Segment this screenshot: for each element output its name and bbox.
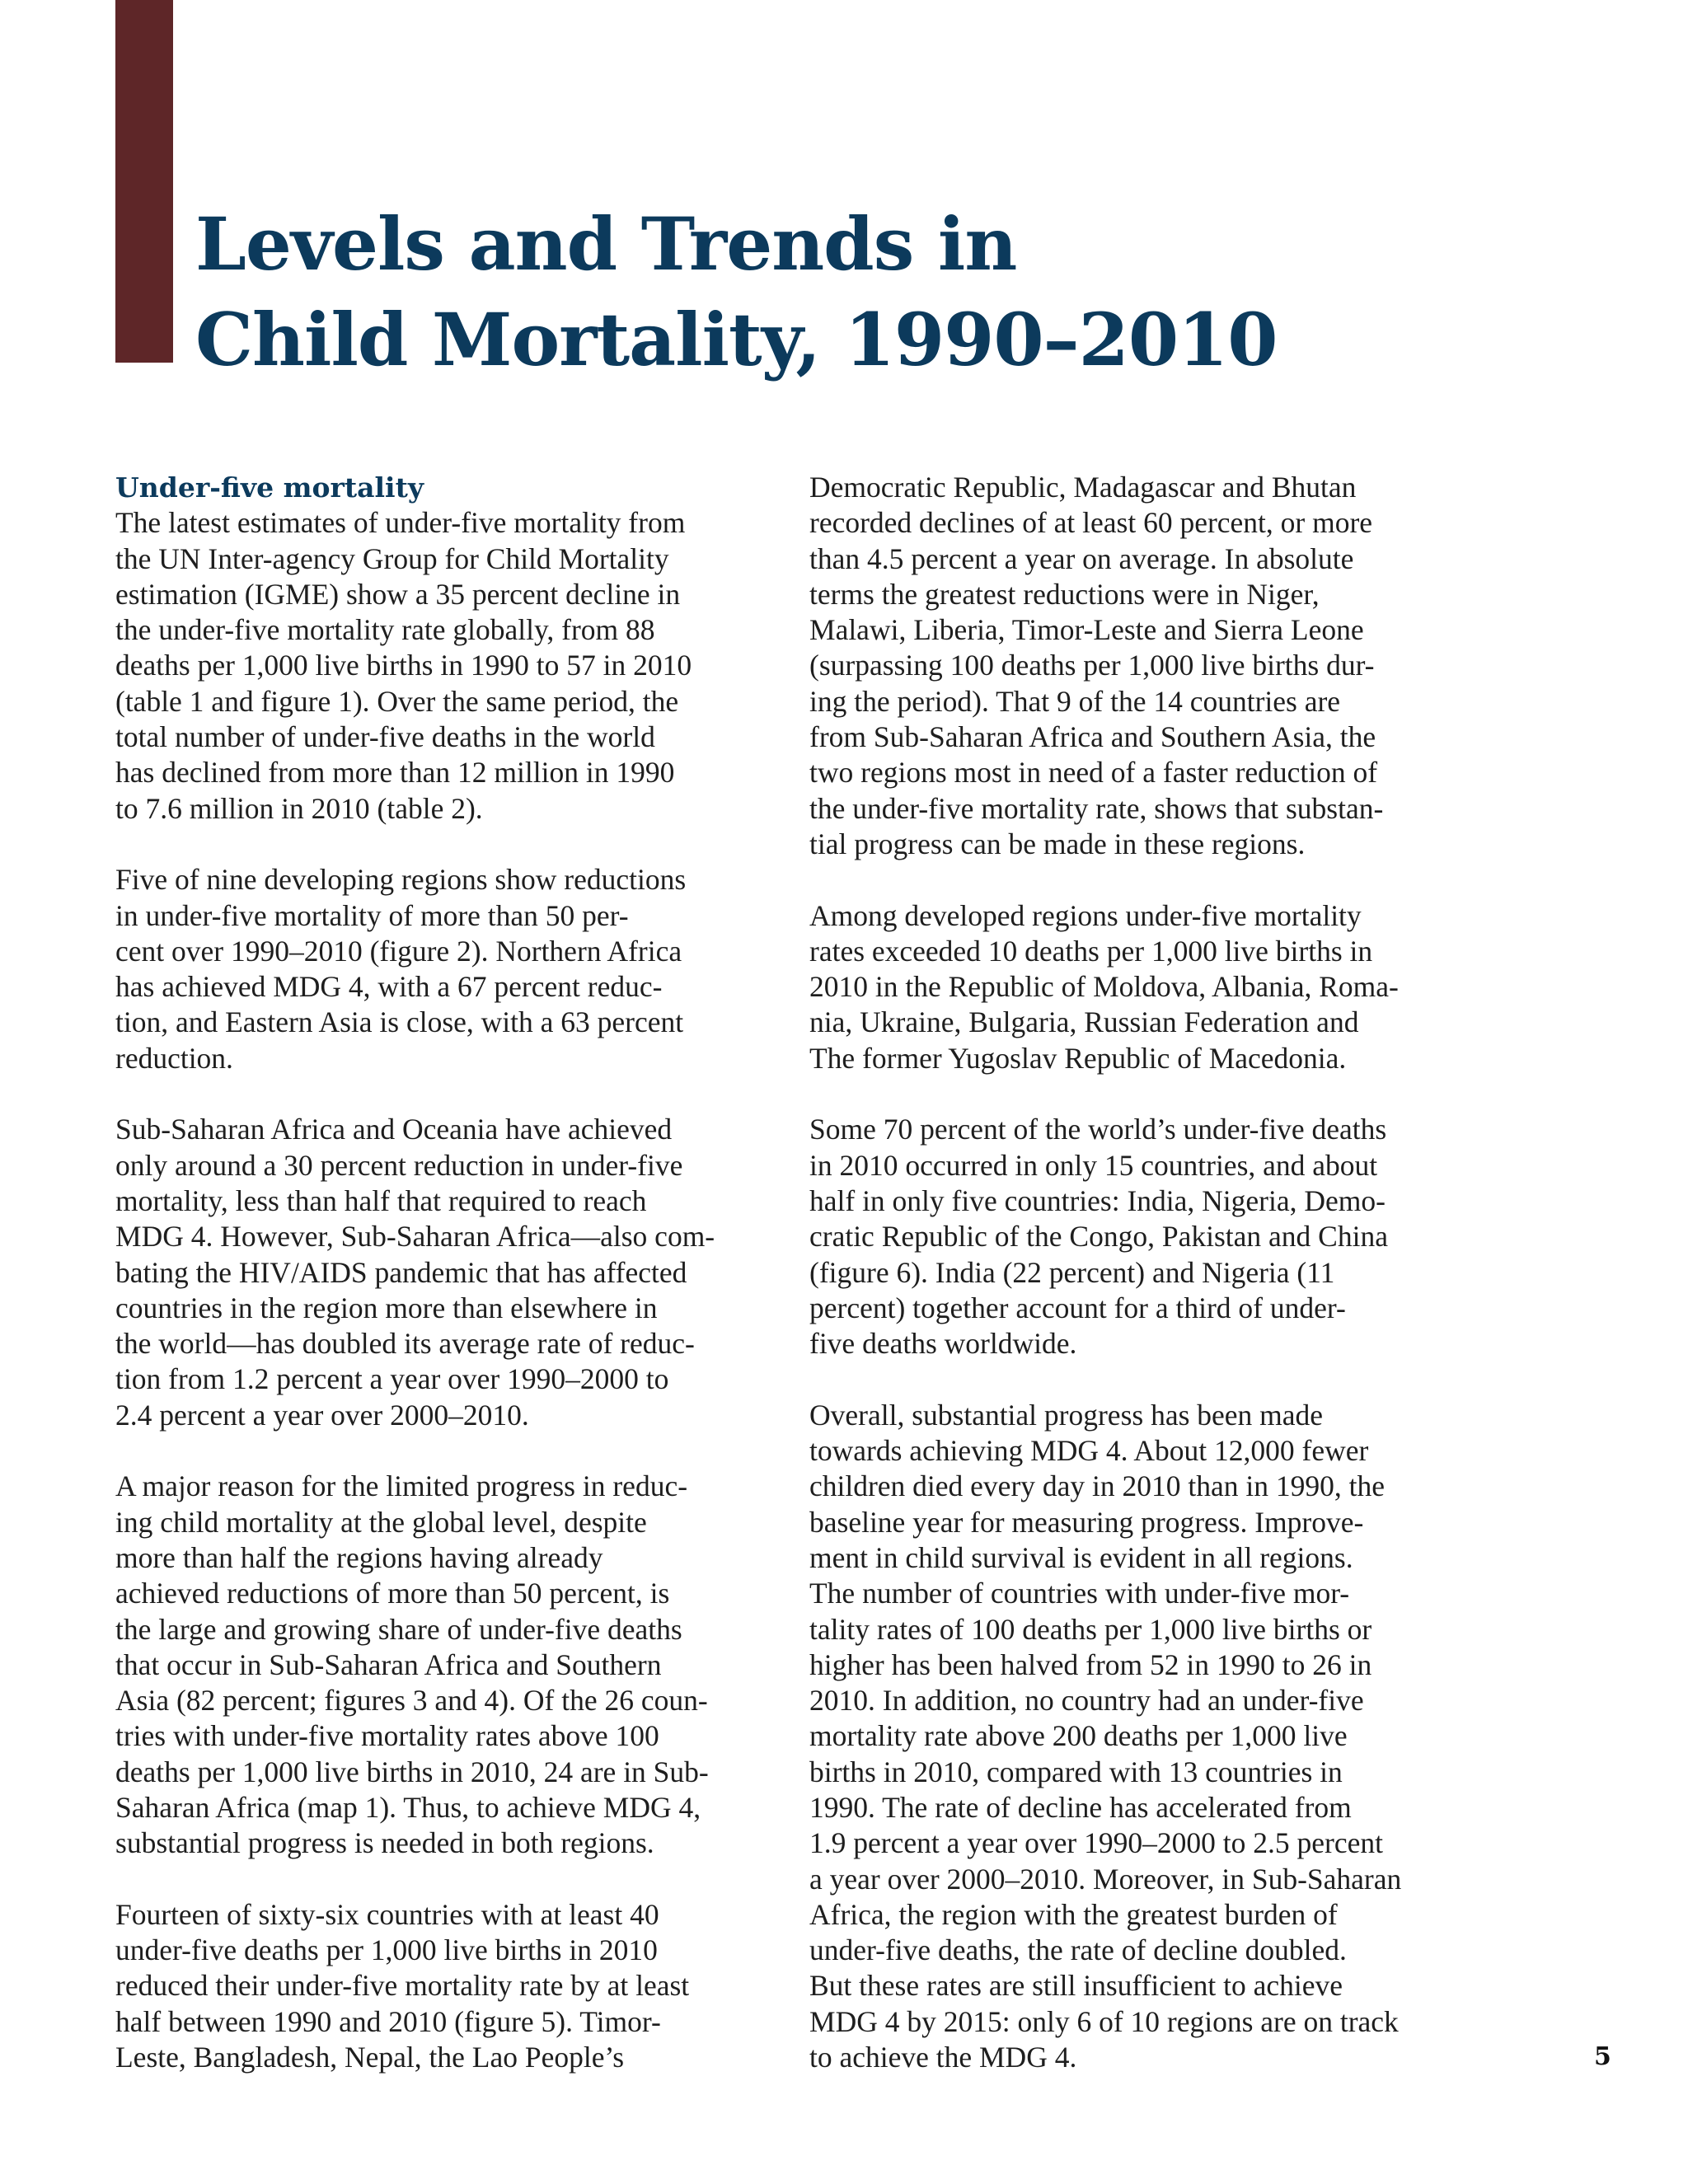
paragraph-line: nia, Ukraine, Bulgaria, Russian Federation and <box>809 1005 1359 1039</box>
body-paragraph <box>809 1112 1452 1361</box>
body-paragraph <box>115 1469 758 1861</box>
body-paragraph <box>809 1398 1452 2076</box>
paragraph-line: to achieve the MDG 4. <box>809 2041 1077 2074</box>
paragraph-line: substantial progress is needed in both regions. <box>115 1826 654 1860</box>
paragraph-line: (surpassing 100 deaths per 1,000 live births dur- <box>809 649 1375 682</box>
paragraph-line: the under-five mortality rate globally, from 88 <box>115 613 655 647</box>
paragraph-line: higher has been halved from 52 in 1990 to 26 in <box>809 1647 1372 1681</box>
body-paragraph <box>115 862 758 1076</box>
paragraph-line: Fourteen of sixty-six countries with at least 40 <box>115 1897 659 1931</box>
paragraph-line: tion, and Eastern Asia is close, with a 63 percent <box>115 1005 684 1039</box>
paragraph-line: that occur in Sub-Saharan Africa and Southern <box>115 1647 662 1681</box>
paragraph-line: total number of under-five deaths in the world <box>115 720 655 754</box>
paragraph-line: tial progress can be made in these regions. <box>809 827 1306 860</box>
page-number: 5 <box>1594 2042 1611 2071</box>
paragraph-line: estimation (IGME) show a 35 percent decline in <box>115 577 681 611</box>
paragraph-line: in 2010 occurred in only 15 countries, and about <box>809 1148 1378 1182</box>
paragraph-line: has declined from more than 12 million in 1990 <box>115 756 675 790</box>
paragraph-line: from Sub-Saharan Africa and Southern Asia, the <box>809 720 1376 754</box>
paragraph-line: mortality rate above 200 deaths per 1,000 live <box>809 1719 1348 1753</box>
paragraph-line: Asia (82 percent; figures 3 and 4). Of the 26 coun- <box>115 1684 708 1718</box>
body-paragraph <box>809 470 1452 862</box>
paragraph-line: baseline year for measuring progress. Improve- <box>809 1505 1364 1539</box>
paragraph-line: bating the HIV/AIDS pandemic that has affected <box>115 1255 687 1289</box>
paragraph-line: 1990. The rate of decline has accelerated from <box>809 1790 1352 1824</box>
paragraph-line: Saharan Africa (map 1). Thus, to achieve MDG 4, <box>115 1790 701 1824</box>
paragraph-line: ing child mortality at the global level, despite <box>115 1505 647 1539</box>
paragraph-line: more than half the regions having already <box>115 1540 603 1574</box>
paragraph-line: the under-five mortality rate, shows that substan- <box>809 791 1384 825</box>
paragraph-line: 2.4 percent a year over 2000–2010. <box>115 1398 529 1432</box>
paragraph-line: in under-five mortality of more than 50 per- <box>115 898 629 932</box>
paragraph-line: cent over 1990–2010 (figure 2). Northern Africa <box>115 934 682 968</box>
paragraph-line: Overall, substantial progress has been made <box>809 1398 1324 1432</box>
paragraph-line: The former Yugoslav Republic of Macedonia. <box>809 1041 1347 1075</box>
paragraph-line: only around a 30 percent reduction in under-five <box>115 1148 683 1182</box>
paragraph-line: Among developed regions under-five mortality <box>809 898 1362 932</box>
paragraph-line: reduced their under-five mortality rate by at least <box>115 1969 690 2003</box>
paragraph-line: (figure 6). India (22 percent) and Nigeria (11 <box>809 1255 1335 1289</box>
paragraph-line: recorded declines of at least 60 percent, or more <box>809 506 1373 540</box>
paragraph-line: tality rates of 100 deaths per 1,000 live births or <box>809 1612 1372 1646</box>
paragraph-line: (table 1 and figure 1). Over the same period, the <box>115 684 679 718</box>
paragraph-line: deaths per 1,000 live births in 2010, 24 are in Sub- <box>115 1755 709 1788</box>
paragraph-line: mortality, less than half that required to reach <box>115 1183 647 1217</box>
paragraph-line: A major reason for the limited progress in reduc- <box>115 1469 688 1503</box>
paragraph-line: 1.9 percent a year over 1990–2000 to 2.5 percent <box>809 1826 1383 1860</box>
paragraph-line: the UN Inter-agency Group for Child Mortality <box>115 541 669 575</box>
paragraph-line: ment in child survival is evident in all regions. <box>809 1540 1353 1574</box>
paragraph-line: MDG 4. However, Sub-Saharan Africa—also com- <box>115 1220 715 1254</box>
paragraph-line: ing the period). That 9 of the 14 countries are <box>809 684 1341 718</box>
page-title <box>195 196 1597 387</box>
paragraph-line: Some 70 percent of the world’s under-five deaths <box>809 1113 1387 1146</box>
paragraph-line: Africa, the region with the greatest burden of <box>809 1897 1338 1931</box>
paragraph-line: countries in the region more than elsewhere in <box>115 1291 658 1324</box>
paragraph-line: Sub-Saharan Africa and Oceania have achieved <box>115 1113 673 1146</box>
right-column <box>809 470 1452 2075</box>
paragraph-line: The number of countries with under-five mor- <box>809 1577 1350 1610</box>
paragraph-line: Leste, Bangladesh, Nepal, the Lao People’s <box>115 2041 625 2074</box>
paragraph-line: Malawi, Liberia, Timor-Leste and Sierra Leone <box>809 613 1364 647</box>
paragraph-line: Five of nine developing regions show reductions <box>115 863 687 897</box>
paragraph-line: children died every day in 2010 than in 1990, the <box>809 1469 1385 1503</box>
paragraph-line: the world—has doubled its average rate of reduc- <box>115 1327 695 1361</box>
paragraph-line: achieved reductions of more than 50 percent, is <box>115 1577 670 1610</box>
paragraph-line: towards achieving MDG 4. About 12,000 fewer <box>809 1434 1369 1468</box>
paragraph-line: a year over 2000–2010. Moreover, in Sub-Saharan <box>809 1862 1402 1896</box>
page-title-line: Child Mortality, 1990–2010 <box>195 297 1278 382</box>
paragraph-line: rates exceeded 10 deaths per 1,000 live births in <box>809 934 1373 968</box>
paragraph-line: reduction. <box>115 1041 233 1075</box>
paragraph-line: tries with under-five mortality rates above 100 <box>115 1719 659 1753</box>
paragraph-line: But these rates are still insufficient to achieve <box>809 1969 1343 2003</box>
body-paragraph <box>809 898 1452 1076</box>
paragraph-line: two regions most in need of a faster reduction of <box>809 756 1378 790</box>
body-paragraph <box>115 505 758 827</box>
paragraph-line: terms the greatest reductions were in Niger, <box>809 577 1320 611</box>
paragraph-line: half between 1990 and 2010 (figure 5). Timor- <box>115 2004 661 2038</box>
paragraph-line: deaths per 1,000 live births in 1990 to 57 in 2010 <box>115 649 692 682</box>
paragraph-line: MDG 4 by 2015: only 6 of 10 regions are on track <box>809 2004 1399 2038</box>
paragraph-line: tion from 1.2 percent a year over 1990–2000 to <box>115 1362 669 1396</box>
body-paragraph <box>115 1112 758 1433</box>
accent-bar <box>115 0 173 363</box>
left-column <box>115 470 758 2075</box>
paragraph-line: percent) together account for a third of under- <box>809 1291 1346 1324</box>
section-heading: Under-five mortality <box>115 471 424 504</box>
paragraph-line: cratic Republic of the Congo, Pakistan and China <box>809 1220 1388 1254</box>
paragraph-line: half in only five countries: India, Nigeria, Demo- <box>809 1183 1386 1217</box>
paragraph-line: under-five deaths, the rate of decline doubled. <box>809 1933 1347 1967</box>
paragraph-line: Democratic Republic, Madagascar and Bhutan <box>809 471 1357 504</box>
paragraph-line: 2010 in the Republic of Moldova, Albania, Roma- <box>809 970 1399 1004</box>
paragraph-line: to 7.6 million in 2010 (table 2). <box>115 791 483 825</box>
page-title-line: Levels and Trends in <box>195 201 1017 287</box>
paragraph-line: than 4.5 percent a year on average. In absolute <box>809 541 1354 575</box>
body-paragraph <box>115 1897 758 2075</box>
paragraph-line: has achieved MDG 4, with a 67 percent reduc- <box>115 970 663 1004</box>
paragraph-line: under-five deaths per 1,000 live births in 2010 <box>115 1933 658 1967</box>
paragraph-line: the large and growing share of under-five deaths <box>115 1612 682 1646</box>
paragraph-line: 2010. In addition, no country had an under-five <box>809 1684 1364 1718</box>
paragraph-line: births in 2010, compared with 13 countries in <box>809 1755 1343 1788</box>
paragraph-line: five deaths worldwide. <box>809 1327 1077 1361</box>
paragraph-line: The latest estimates of under-five mortality from <box>115 506 686 540</box>
